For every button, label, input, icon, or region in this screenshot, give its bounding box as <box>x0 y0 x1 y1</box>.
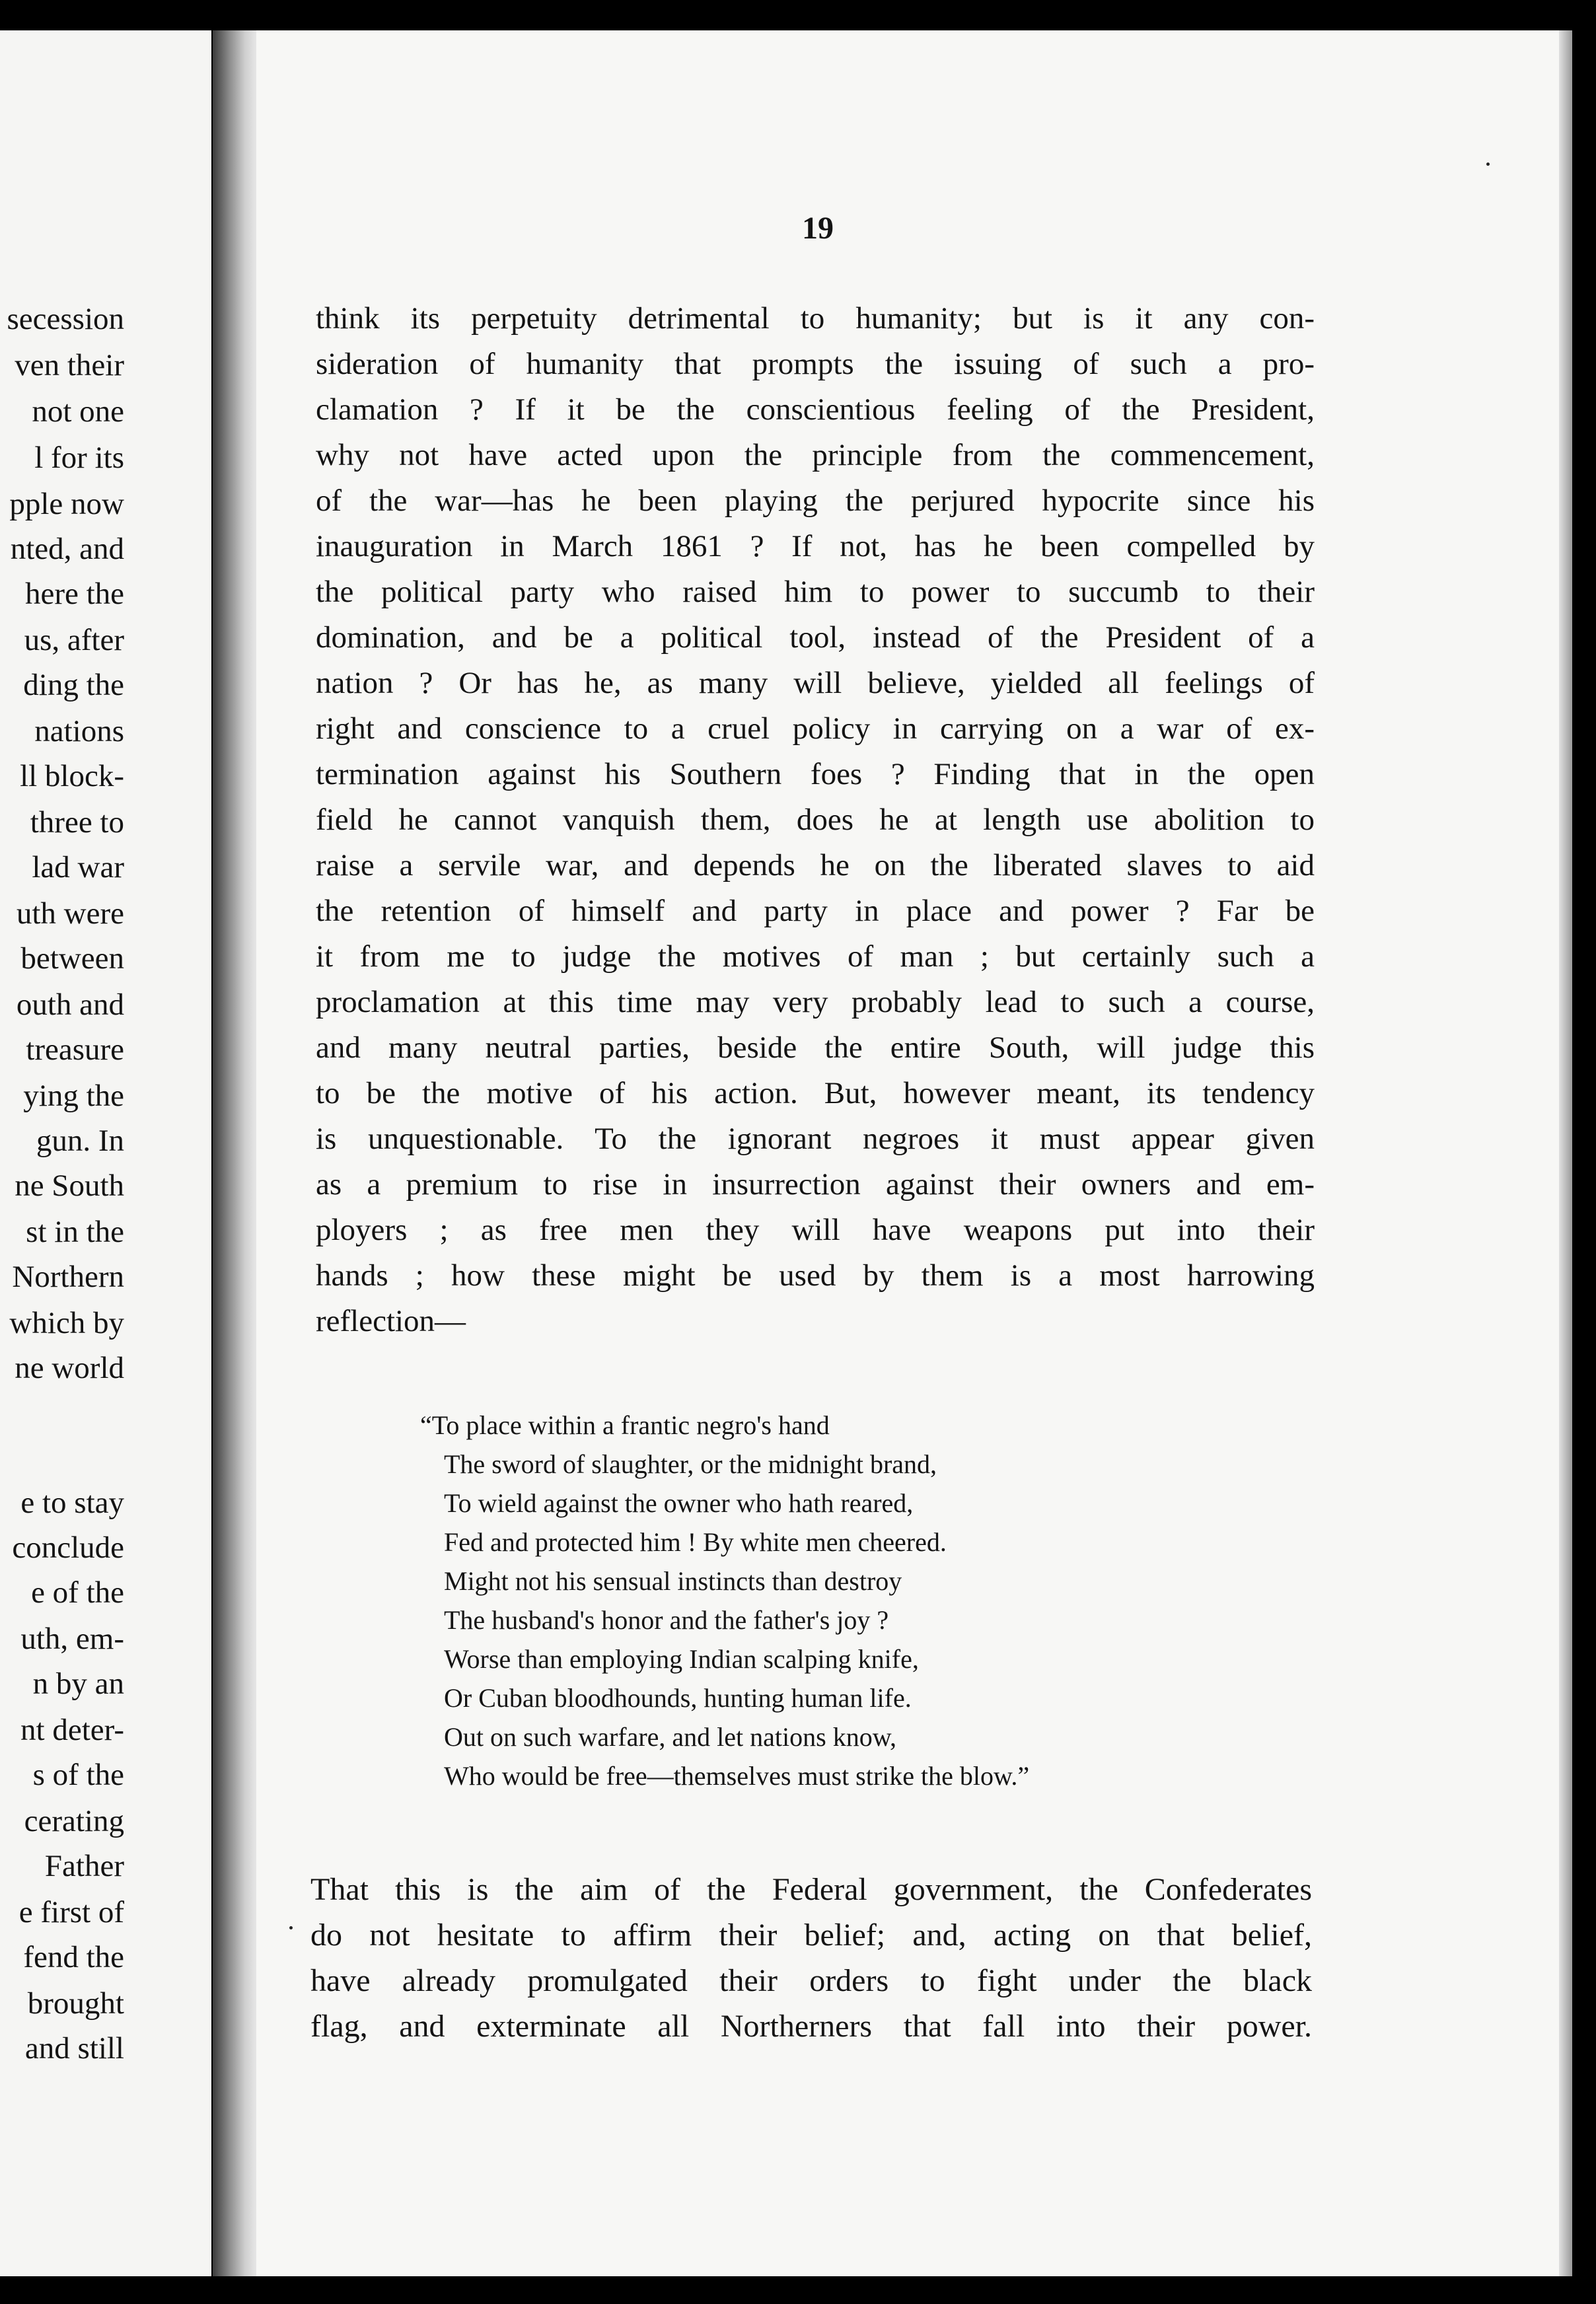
left-page-line: Northern <box>12 1260 124 1294</box>
text-line: think its perpetuity detrimental to humanity; but is it any con- <box>316 301 1315 336</box>
text-line: domination, and be a political tool, instead of the President of a <box>316 620 1315 655</box>
verse-line: Or Cuban bloodhounds, hunting human life. <box>444 1683 912 1713</box>
left-page-line: brought <box>27 1986 124 2021</box>
left-page-line: ven their <box>15 348 124 382</box>
text-line: ployers ; as free men they will have weapons put into their <box>316 1213 1315 1247</box>
text-line: do not hesitate to affirm their belief; and, acting on that belief, <box>310 1918 1312 1953</box>
text-line: inauguration in March 1861 ? If not, has he been compelled by <box>316 529 1315 563</box>
left-page-line: n by an <box>32 1667 124 1701</box>
verse-line: “To place within a frantic negro's hand <box>420 1410 830 1440</box>
left-page-line: secession <box>7 302 124 336</box>
left-page-line: l for its <box>34 441 124 475</box>
left-page-line: ding the <box>23 668 124 702</box>
text-line: the political party who raised him to power to succumb to their <box>316 575 1315 609</box>
left-page-line: conclude <box>12 1530 124 1565</box>
text-line: and many neutral parties, beside the entire South, will judge this <box>316 1030 1315 1065</box>
left-page-line: treasure <box>26 1032 124 1067</box>
left-page-line: lad war <box>32 850 124 884</box>
left-page-line: us, after <box>24 623 124 657</box>
binding-gutter-shadow <box>213 30 259 2276</box>
text-line: sideration of humanity that prompts the issuing of such a pro- <box>316 347 1315 381</box>
text-line: raise a servile war, and depends he on the liberated slaves to aid <box>316 848 1315 882</box>
left-page-line: and still <box>24 2031 124 2066</box>
left-page-line: fend the <box>23 1940 124 1974</box>
verse-line: To wield against the owner who hath reared, <box>444 1488 914 1518</box>
text-line: proclamation at this time may very probably lead to such a course, <box>316 985 1315 1019</box>
text-line: right and conscience to a cruel policy in carrying on a war of ex- <box>316 711 1315 746</box>
text-line: is unquestionable. To the ignorant negroes it must appear given <box>316 1122 1315 1156</box>
left-page-line: st in the <box>26 1215 124 1249</box>
left-page-line: nations <box>34 714 124 748</box>
left-page-line: ne world <box>15 1351 124 1385</box>
text-line: clamation ? If it be the conscientious feeling of the President, <box>316 392 1315 427</box>
text-line: why not have acted upon the principle from the commencement, <box>316 438 1315 472</box>
left-page-line: which by <box>9 1306 124 1340</box>
left-page-line: uth were <box>16 896 124 931</box>
text-line: it from me to judge the motives of man ; but certainly such a <box>316 939 1315 974</box>
verse-line: Out on such warfare, and let nations know, <box>444 1722 896 1752</box>
text-line: reflection— <box>316 1304 466 1338</box>
text-line: field he cannot vanquish them, does he at length use abolition to <box>316 803 1315 837</box>
left-page-line: Father <box>44 1849 124 1883</box>
closing-paragraph <box>310 1867 1312 2049</box>
verse-line: Worse than employing Indian scalping knife, <box>444 1644 919 1674</box>
paper-speck <box>1486 162 1490 166</box>
left-page-line: here the <box>24 577 124 611</box>
left-page-line: outh and <box>16 988 124 1022</box>
left-page-line: nted, and <box>10 532 124 566</box>
left-facing-page <box>0 30 211 2276</box>
verse-line: The husband's honor and the father's joy ? <box>444 1605 889 1635</box>
left-page-line: gun. In <box>36 1124 124 1158</box>
main-paragraph <box>316 296 1315 1344</box>
text-line: hands ; how these might be used by them is a most harrowing <box>316 1258 1315 1293</box>
text-line: That this is the aim of the Federal government, the Confederates <box>310 1872 1312 1907</box>
left-page-line: cerating <box>24 1804 124 1838</box>
verse-line: Who would be free—themselves must strike the blow.” <box>444 1761 1030 1791</box>
left-page-line: three to <box>30 805 124 840</box>
left-page-line: ne South <box>15 1169 124 1203</box>
paper-speck <box>289 1926 293 1929</box>
page-edge-shadow <box>1559 30 1572 2276</box>
text-line: as a premium to rise in insurrection against their owners and em- <box>316 1167 1315 1202</box>
verse-line: Might not his sensual instincts than destroy <box>444 1566 902 1596</box>
text-line: have already promulgated their orders to fight under the black <box>310 1963 1312 1998</box>
left-page-line: ying the <box>23 1079 124 1113</box>
verse-line: The sword of slaughter, or the midnight brand, <box>444 1449 937 1479</box>
quoted-verse <box>420 1406 1213 1795</box>
left-page-line: e to stay <box>20 1486 124 1520</box>
page-number: 19 <box>802 211 834 246</box>
left-page-line: ll block- <box>20 759 124 793</box>
text-line: to be the motive of his action. But, however meant, its tendency <box>316 1076 1315 1110</box>
text-line: of the war—has he been playing the perjured hypocrite since his <box>316 484 1315 518</box>
left-page-line: not one <box>32 394 124 429</box>
verse-line: Fed and protected him ! By white men cheered. <box>444 1527 947 1557</box>
left-page-line: nt deter- <box>20 1713 124 1747</box>
left-page-line: e first of <box>18 1895 124 1929</box>
text-line: flag, and exterminate all Northerners that fall into their power. <box>310 2009 1312 2044</box>
left-page-line: pple now <box>9 487 124 521</box>
left-page-line: e of the <box>31 1575 124 1610</box>
text-line: termination against his Southern foes ? Finding that in the open <box>316 757 1315 791</box>
left-page-line: s of the <box>32 1758 124 1792</box>
text-line: the retention of himself and party in place and power ? Far be <box>316 894 1315 928</box>
left-page-line: uth, em- <box>20 1622 124 1656</box>
left-page-line: between <box>20 941 124 976</box>
text-line: nation ? Or has he, as many will believe, yielded all feelings of <box>316 666 1315 700</box>
